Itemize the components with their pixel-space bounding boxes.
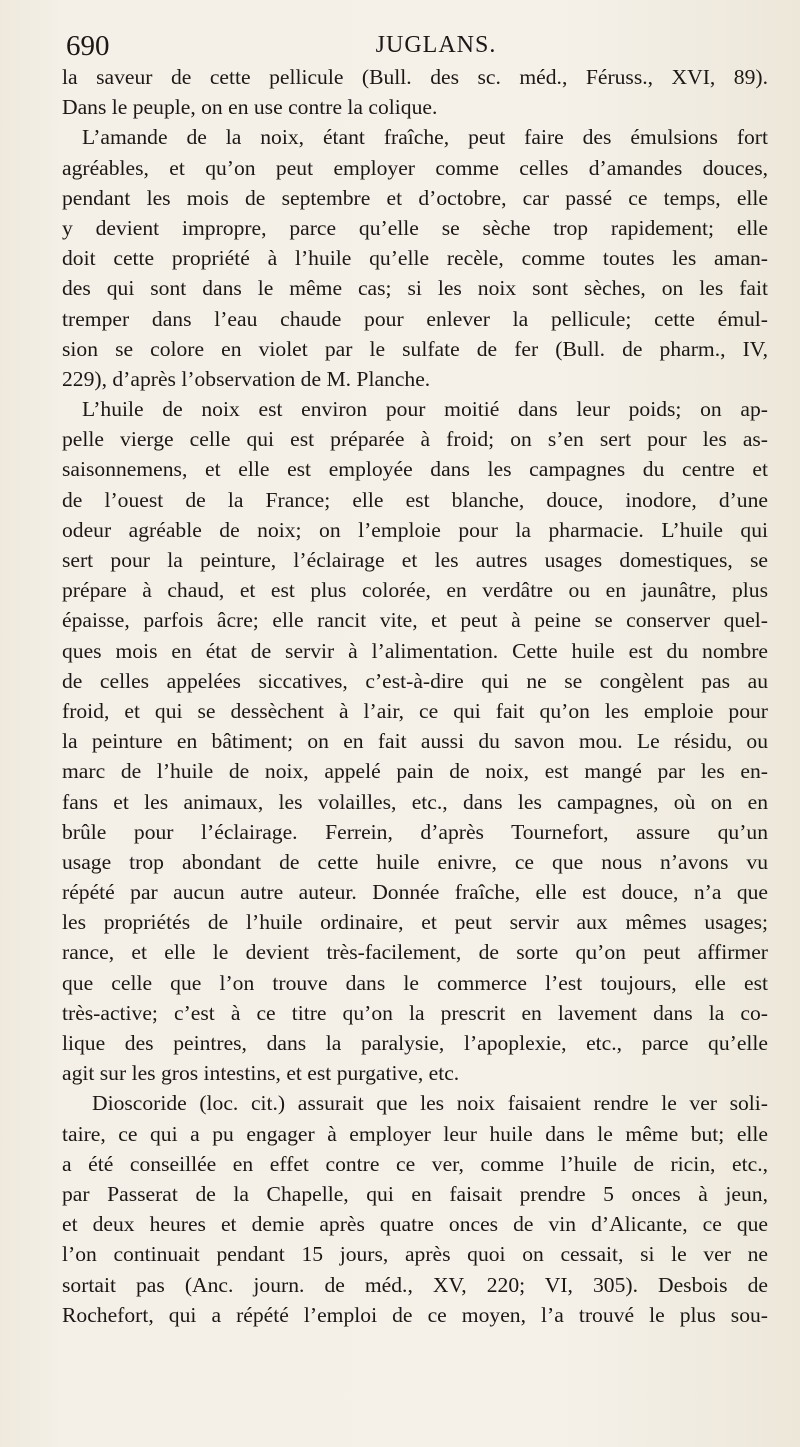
text-line: de l’ouest de la France; elle est blanche, douce, inodore, d’une: [62, 487, 768, 512]
text-line: pelle vierge celle qui est préparée à froid; on s’en sert pour les as-: [62, 427, 768, 452]
text-line: très-active; c’est à ce titre qu’on la prescrit en lavement dans la co-: [62, 1000, 768, 1025]
text-line: que celle que l’on trouve dans le commerce l’est toujours, elle est: [62, 970, 768, 995]
text-line: par Passerat de la Chapelle, qui en faisait prendre 5 onces à jeun,: [62, 1181, 768, 1206]
text-line: la peinture en bâtiment; on en fait aussi du savon mou. Le résidu, ou: [62, 729, 768, 754]
text-line: L’huile de noix est environ pour moitié dans leur poids; on ap-: [82, 397, 768, 422]
text-line: la saveur de cette pellicule (Bull. des sc. méd., Féruss., XVI, 89).: [62, 65, 768, 89]
text-line: froid, et qui se dessèchent à l’air, ce qui fait qu’on les emploie pour: [62, 698, 768, 723]
text-line: 229), d’après l’observation de M. Planche.: [62, 366, 431, 391]
text-line: tremper dans l’eau chaude pour enlever la pellicule; cette émul-: [62, 306, 768, 331]
page-number: 690: [66, 30, 110, 62]
text-line: sion se colore en violet par le sulfate de fer (Bull. de pharm., IV,: [62, 336, 768, 361]
text-line: marc de l’huile de noix, appelé pain de noix, est mangé par les en-: [62, 759, 768, 784]
text-line: Dans le peuple, on en use contre la colique.: [62, 95, 438, 120]
text-line: ques mois en état de servir à l’alimentation. Cette huile est du nombre: [62, 638, 768, 663]
text-line: lique des peintres, dans la paralysie, l’apoplexie, etc., parce qu’elle: [62, 1031, 768, 1055]
text-line: odeur agréable de noix; on l’emploie pour la pharmacie. L’huile qui: [62, 517, 768, 542]
text-line: y devient impropre, parce qu’elle se sèche trop rapidement; elle: [62, 215, 768, 240]
text-line: l’on continuait pendant 15 jours, après quoi on cessait, si le ver ne: [62, 1242, 768, 1267]
running-title: JUGLANS.: [375, 32, 497, 58]
text-line: taire, ce qui a pu engager à employer leur huile dans le même but; elle: [62, 1121, 768, 1146]
text-line: usage trop abondant de cette huile enivre, ce que nous n’avons vu: [62, 849, 768, 874]
text-line: Rochefort, qui a répété l’emploi de ce moyen, l’a trouvé le plus sou-: [62, 1302, 768, 1327]
text-line: doit cette propriété à l’huile qu’elle recèle, comme toutes les aman-: [62, 246, 768, 271]
text-line: épaisse, parfois âcre; elle rancit vite, et peut à peine se conserver quel-: [62, 608, 768, 633]
text-line: saisonnemens, et elle est employée dans les campagnes du centre et: [62, 457, 768, 482]
page-header: [66, 30, 766, 64]
text-line: prépare à chaud, et est plus colorée, en verdâtre ou en jaunâtre, plus: [62, 578, 768, 603]
text-line: des qui sont dans le même cas; si les noix sont sèches, on les fait: [62, 276, 768, 301]
body-text: [62, 62, 768, 1330]
text-line: les propriétés de l’huile ordinaire, et peut servir aux mêmes usages;: [62, 910, 768, 935]
text-line: agit sur les gros intestins, et est purgative, etc.: [62, 1061, 460, 1086]
text-line: sortait pas (Anc. journ. de méd., XV, 220; VI, 305). Desbois de: [62, 1272, 768, 1297]
text-line: pendant les mois de septembre et d’octobre, car passé ce temps, elle: [62, 185, 768, 210]
text-line: répété par aucun autre auteur. Donnée fraîche, elle est douce, n’a que: [62, 880, 768, 905]
text-line: L’amande de la noix, étant fraîche, peut faire des émulsions fort: [82, 125, 768, 150]
text-line: de celles appelées siccatives, c’est-à-dire qui ne se congèlent pas au: [62, 668, 768, 693]
text-line: sert pour la peinture, l’éclairage et les autres usages domestiques, se: [62, 548, 768, 572]
text-line: agréables, et qu’on peut employer comme celles d’amandes douces,: [62, 155, 768, 180]
text-line: Dioscoride (loc. cit.) assurait que les noix faisaient rendre le ver soli-: [92, 1091, 768, 1116]
text-line: rance, et elle le devient très-facilement, de sorte qu’on peut affirmer: [62, 940, 768, 965]
text-line: et deux heures et demie après quatre onces de vin d’Alicante, ce que: [62, 1212, 768, 1237]
text-line: fans et les animaux, les volailles, etc., dans les campagnes, où on en: [62, 789, 768, 814]
text-line: brûle pour l’éclairage. Ferrein, d’après Tournefort, assure qu’un: [62, 819, 768, 844]
text-line: a été conseillée en effet contre ce ver, comme l’huile de ricin, etc.,: [62, 1151, 768, 1176]
